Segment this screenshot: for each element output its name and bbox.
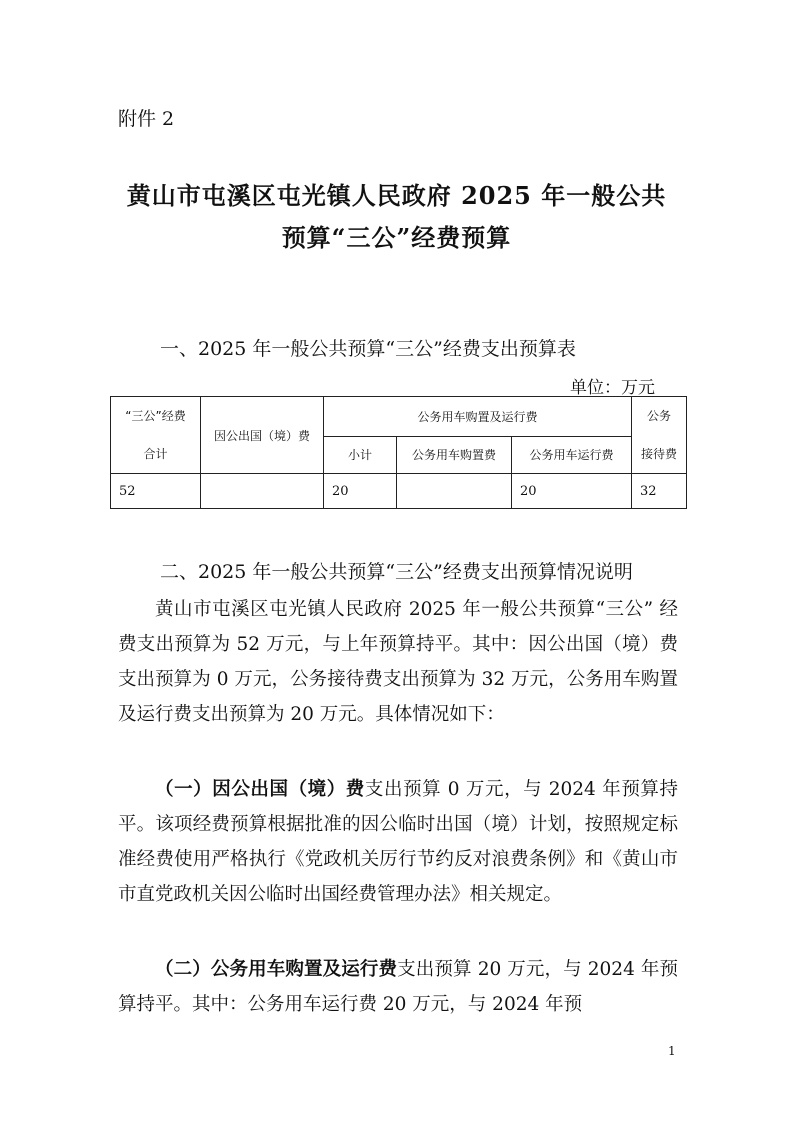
cell-subtotal: 20 (324, 474, 397, 509)
header-purchase: 公务用车购置费 (397, 436, 512, 474)
table-row (111, 474, 687, 509)
budget-table (110, 396, 687, 509)
header-reception (632, 397, 687, 474)
header-subtotal: 小计 (324, 436, 397, 474)
header-reception-bottom: 接待费 (641, 447, 678, 461)
header-total-bottom: 合计 (143, 447, 168, 461)
header-total-top: “三公”经费 (125, 409, 186, 423)
paragraph-overview: 黄山市屯溪区屯光镇人民政府 2025 年一般公共预算“三公” 经费支出预算为 52 万元，与上年预算持平。其中：因公出国（境）费支出预算为 0 万元，公务接待费支出预算为 32 万元，公务用车购置及运行费支出预算为 20 万元。具体情况如下： (118, 599, 678, 725)
header-total (111, 397, 201, 474)
document-title-line2: 预算“三公”经费预算 (281, 223, 512, 252)
cell-travel (201, 474, 324, 509)
attachment-label: 附件 2 (118, 108, 175, 130)
cell-purchase (397, 474, 512, 509)
paragraph-vehicle (118, 952, 678, 1022)
paragraph-vehicle-heading: （二）公务用车购置及运行费 (155, 959, 398, 980)
header-travel: 因公出国（境）费 (201, 397, 324, 474)
paragraph-travel (118, 772, 678, 912)
table-header-row (111, 397, 687, 437)
section1-heading: 一、2025 年一般公共预算“三公”经费支出预算表 (160, 338, 576, 360)
document-title-line1: 黄山市屯溪区屯光镇人民政府 2025 年一般公共 (126, 181, 667, 210)
cell-operation: 20 (512, 474, 632, 509)
cell-total: 52 (111, 474, 201, 509)
section2-heading: 二、2025 年一般公共预算“三公”经费支出预算情况说明 (160, 561, 633, 583)
paragraph-vehicle-body: 支出预算 20 万元，与 2024 年预算持平。其中：公务用车运行费 20 万元，与 2024 年预 (118, 959, 678, 1015)
header-operation: 公务用车运行费 (512, 436, 632, 474)
paragraph-travel-heading: （一）因公出国（境）费 (155, 779, 365, 800)
paragraph-travel-body: 支出预算 0 万元，与 2024 年预算持平。该项经费预算根据批准的因公临时出国（境）计划，按照规定标准经费使用严格执行《党政机关厉行节约反对浪费条例》和《黄山市市直党政机关因公临时出国经费管理办法》相关规定。 (118, 779, 678, 905)
unit-label: 单位：万元 (570, 378, 655, 398)
header-vehicle: 公务用车购置及运行费 (324, 397, 632, 437)
cell-reception: 32 (632, 474, 687, 509)
header-reception-top: 公务 (647, 409, 672, 423)
page-number: 1 (668, 1044, 676, 1058)
